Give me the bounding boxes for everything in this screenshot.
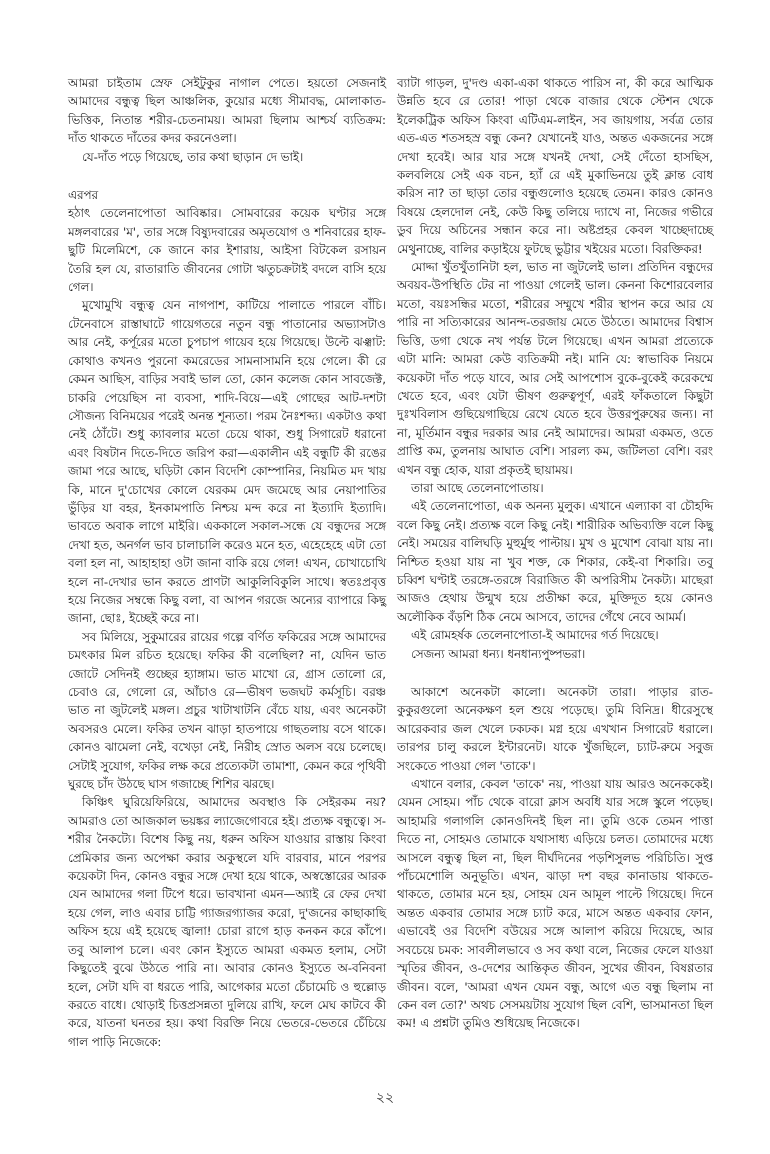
paragraph: যে-দাঁত পড়ে গিয়েছে, তার কথা ছাড়ান দে ভাই। [82,149,304,164]
paragraph: এই তেলেনাপোতা, এক অনন্য মুলুক। এখানে এল্যাকা বা চৌহদ্দি বলে কিছু নেই। প্রত্যক্ষ বলে কিছু নেই। শারীরিক অভিব্যক্তি বলে কিছু নেই। সময়ের বালিঘড়ি মুহুর্মুহু পাল্টায়। মুখ ও মুখোশ বোঝা যায় না। নিশ্চিত হওয়া যায় না খুব শক্ত, কে শিকার, কেই-বা শিকারি। তবু চব্বিশ ঘণ্টাই তরঙ্গে-তরঙ্গে বিরাজিত কী অপরিসীম নৈকট্য। মাছেরা আজও হেথায় উন্মুখ হয়ে প্রতীক্ষা করে, মুক্তিদূত হয়ে কোনও অলৌকিক বঁড়শি ঠিক নেমে আসবে, তাদের গেঁথে নেবে আমর্ম। [397,499,713,624]
paragraph: আমরা চাইতাম স্রেফ সেইটুকুর নাগাল পেতে। হয়তো সেজনাই আমাদের বন্ধুত্ব ছিল আঞ্চলিক, কুয়োর মধ্যে সীমাবদ্ধ, মোলাকাত-ভিত্তিক, নিতান্ত শরীর-চেতনাময়। আমরা ছিলাম আশ্চর্য ব্যতিক্রম: দাঁত থাকতে দাঁতের কদর করনেওলা। [68,76,386,146]
paragraph: সব মিলিয়ে, সুকুমারের রায়ের গল্পে বর্ণিত ফকিরের সঙ্গে আমাদের চমৎকার মিল রচিত হয়েছে। ফকির কী বলেছিল? না, যেদিন ভাত জোটে সেদিনই গুচ্ছের হ্যাঙ্গাম। ভাত মাখো রে, গ্রাস তোলো রে, চেবাও রে, গেলো রে, আঁচাও রে—ভীষণ ভজঘট কর্মসূচি। বরঞ্চ ভাত না জুটলেই মঙ্গল। প্রচুর খাটাখাটনি বেঁচে যায়, এবং অনেকটা অবসরও মেলে। ফকির তখন ঝাড়া হাতপায়ে গাছতলায় বসে থাকে। কোনও ঝামেলা নেই, বখেড়া নেই, নিরীহ স্রোত অলস বয়ে চলেছে। সেটাই সুযোগ, ফকির লক্ষ করে প্রত্যেকটা তামাশা, কেমন করে পৃথিবী ঘুরছে চাঁদ উঠছে ঘাস গজাচ্ছে শিশির ঝরছে। [68,629,386,792]
left-text-column [68,74,386,1051]
paragraph: মোদ্দা খুঁতখুঁতানিটা হল, ভাত না জুটলেই ভাল। প্রতিদিন বন্ধুদের অবয়ব-উপস্থিতি টের না পাওয়া গেলেই ভাল। কেননা কিশোরবেলার মতো, বয়ঃসন্ধির মতো, শরীরের সম্মুখে শরীর স্থাপন করে আর যে পারি না সত্যিকারের আনন্দ-তরজায় মেতে উঠতে। আমাদের বিশ্বাস ভিত্তি, ডগা থেকে নখ পর্যন্ত টলে গিয়েছে। এখন আমরা প্রত্যেকে এটা মানি: আমরা কেউ ব্যতিক্রমী নই। মানি যে: স্বাভাবিক নিয়মে কয়েকটা দাঁত পড়ে যাবে, আর সেই আপশোস বুকে-বুকেই করেকম্মে খেতে হবে, এবং যেটা ভীষণ গুরুত্বপূর্ণ, এরই ফাঁকতালে কিছুটা দুঃখবিলাস গুছিয়েগাছিয়ে রেখে যেতে হবে উত্তরপুরুষের জন্য। না না, মূর্তিমান বন্ধুর দরকার আর নেই আমাদের। আমরা একমত, ওতে প্রাপ্তি কম, তুলনায় আঘাত বেশি। সারল্য কম, জটিলতা বেশি। বরং এখন বন্ধু হোক, যারা প্রকৃতই ছায়াময়। [397,260,713,477]
paragraph: এরপর [68,188,98,203]
right-text-column [397,74,713,1033]
paragraph: এই রোমহর্ষক তেলেনাপোতা-ই আমাদের গর্ত দিয়েছে। [411,628,659,643]
paragraph: ব্যাটা গাড়ল, দু'দণ্ড একা-একা থাকতে পারিস না, কী করে আত্মিক উন্নতি হবে রে তোর! পাড়া থেকে বাজার থেকে স্টেশন থেকে ইলেকট্রিক অফিস কিংবা এটিএম-লাইন, সব জায়গায়, সর্বত্র তোর এত-এত শতসহস্র বন্ধু কেন? যেখানেই যাও, অন্তত একজনের সঙ্গে দেখা হবেই। আর যার সঙ্গে যখনই দেখা, সেই দেঁতো হাসছিস, কলবলিয়ে সেই এক বচন, হ্যাঁ রে এই মুকাভিনয়ে তুই ক্লান্ত বোধ করিস না? তা ছাড়া তোর বন্ধুগুলোও হয়েছে তেমন। কারও কোনও বিষয়ে হেলদোল নেই, কেউ কিছু তলিয়ে দ্যাখে না, নিজের গভীরে ডুব দিয়ে অচিনের সন্ধান করে না। অষ্টপ্রহর কেবল খাচ্ছেদাচ্ছে মেথুনাচ্ছে, বালির কড়াইয়ে ফুটছে ভুট্টার খইয়ের মতো। বিরক্তিকর! [397,76,713,256]
paragraph: হঠাৎ তেলেনাপোতা আবিষ্কার। সোমবারের কয়েক ঘণ্টার সঙ্গে মঙ্গলবারের 'ম', তার সঙ্গে বিষ্যুদবারের অমৃতযোগ ও শনিবারের হাফ-ছুটি মিলেমিশে, কে জানে কার ইশারায়, আইসা বিটকেল রসায়ন তৈরি হল যে, রাতারাতি জীবনের গোটা ঋতুচক্রটাই বদলে বাসি হয়ে গেল। [68,206,386,295]
page-number: ২২ [375,1090,395,1106]
paragraph: এখানে বলার, কেবল 'তাকে' নয়, পাওয়া যায় আরও অনেককেই। যেমন সোহম। পাঁচ থেকে বারো ক্লাস অবধি যার সঙ্গে স্কুলে পড়েছ। আহামরি গলাগলি কোনওদিনই ছিল না। তুমি ওকে তেমন পাত্তা দিতে না, সোহমও তোমাকে যথাসাধ্য এড়িয়ে চলত। তোমাদের মধ্যে আসলে বন্ধুত্ব ছিল না, ছিল দীর্ঘদিনের পড়শিসুলভ পরিচিতি। সুপ্ত পাঁচমেশোলি অনুভূতি। এখন, ঝাড়া দশ বছর কানাডায় থাকতে-থাকতে, তোমার মনে হয়, সোহম যেন আমূল পাল্টে গিয়েছে। দিনে অন্তত একবার তোমার সঙ্গে চ্যাট করে, মাসে অন্তত একবার ফোন, এভাবেই ওর বিদেশি বউয়ের সঙ্গে আলাপ করিয়ে দিয়েছে, আর সবচেয়ে চমক: সাবলীলভাবে ও সব কথা বলে, নিজের ফেলে যাওয়া স্মৃতির জীবন, ও-দেশের আন্তিকৃত জীবন, সুখের জীবন, বিষণ্ণতার জীবন। বলে, 'আমরা এখন যেমন বন্ধু, আগে এত বন্ধু ছিলাম না কেন বল তো?' অথচ সেসময়টায় সুযোগ ছিল বেশি, ভাসমানতা ছিল কম! এ প্রশ্নটা তুমিও শুধিয়েছ নিজেকে। [397,777,713,1031]
paragraph: সেজন্য আমরা ধন্য। ধনধান্যপুষ্পভরা। [411,646,586,661]
section-break [397,663,713,683]
paragraph: কিঞ্চিৎ ঘুরিয়েফিরিয়ে, আমাদের অবস্থাও কি সেইরকম নয়? আমরাও তো আজকাল ভয়ঙ্কর ল্যাজেগোবরে হই। প্রত্যক্ষ বন্ধুত্বে। স-শরীর নৈকট্যে। বিশেষ কিছু নয়, ধরুন অফিস যাওয়ার রাস্তায় কিংবা প্রেমিকার জন্য অপেক্ষা করার অকুস্থলে যদি বারবার, মানে পরপর কয়েকটা দিন, কোনও বন্ধুর সঙ্গে দেখা হয়ে থাকে, অস্বস্তোরের আরক যেন আমাদের গলা টিপে ধরে। ভাবখানা এমন—অ্যাই রে ফের দেখা হয়ে গেল, লাও এবার চাট্টি গ্যাজরগ্যাজর করো, দু'জনের কাছাকাছি অফিস হয়ে এই হয়েছে জ্বালা! চোরা রাগে হাড় কনকন করে কাঁপে। তবু আলাপ চলে। এবং কোন ইস্যুতে আমরা একমত হলাম, সেটা কিছুতেই বুঝে উঠতে পারি না। আবার কোনও ইস্যুতে অ-বনিবনা হলে, সেটা যদি বা ধরতে পারি, আগেকার মতো চেঁচামেচি ও হুল্লোড় করতে বাধে। থোড়াই চিত্তপ্রসন্নতা দুলিয়ে রাখি, ফলে মেঘ কাটবে কী করে, যাতনা ঘনতর হয়। কথা বিরক্তি নিয়ে ভেতরে-ভেতরে চেঁচিয়ে গাল পাড়ি নিজেকে: [68,795,386,1049]
paragraph: তারা আছে তেলেনাপোতায়। [411,480,544,495]
paragraph: মুখোমুখি বন্ধুত্ব যেন নাগপাশ, কাটিয়ে পালাতে পারলে বাঁচি। টেনেবাসে রাস্তাঘাটে গায়েগতরে নতুন বন্ধু পাতানোর অভ্যাসটাও আর নেই, কর্পূরের মতো চুপচাপ গায়েব হয়ে গিয়েছে। উল্টে ঝঞ্ঝাট: কোথাও কখনও পুরনো কমরেডের সামনাসামনি হয়ে গেলে। কী রে কেমন আছিস, বাড়ির সবাই ভাল তো, কোন কলেজ কোন সাবজেক্ট, চাকরি পেয়েছিস না ব্যবসা, শাদি-বিয়ে—এই গোছের আট-দশটা সৌজন্য বিনিময়ের পরেই অনন্ত শূন্যতা। পরম নৈঃশব্দ্য। একটাও কথা নেই ঠোঁটে। শুধু ক্যাবলার মতো চেয়ে থাকা, শুধু সিগারেট ধরানো এবং বিষটান দিতে-দিতে জরিপ করা—একালীন এই বন্ধুটি কী রঙের জামা পরে আছে, ঘড়িটা কোন বিদেশি কোম্পানির, নিয়মিত মদ খায় কি, মানে দু'চোখের কোলে যেরকম মেদ জমেছে আর নেয়াপাতির ভুঁড়ির যা বহর, ইনকামপাতি নিশ্চয় মন্দ করে না ইত্যাদি ইত্যাদি। ভাবতে অবাক লাগে মাইরি। এককালে সকাল-সন্ধে যে বন্ধুদের সঙ্গে দেখা হত, অনর্গল ভাব চালাচালি করেও মনে হত, এহেহেহে এটা তো বলা হল না, আহাহাহা ওটা জানা বাকি রয়ে গেল! এখন, চোখাচোখি হলে না-দেখার ভান করতে প্রাণটা আকুলিবিকুলি সাথে। স্বতঃপ্রবৃত্ত হয়ে নিজের সম্বন্ধে কিছু বলা, বা আপন গরজে অন্যের ব্যাপারে কিছু জানা, ছোঃ, ইচ্ছেই করে না। [68,298,386,626]
paragraph: আকাশে অনেকটা কালো। অনেকটা তারা। পাড়ার রাত-কুকুরগুলো অনেকক্ষণ হল শুয়ে পড়েছে। তুমি বিনিদ্র। ধীরেসুস্থে আরেকবার জল খেলে ঢকঢক। মগ্ন হয়ে এখখান সিগারেট ধরালে। তারপর চালু করলে ইন্টারনেট। যাকে খুঁজছিলে, চ্যাট-রুমে সবুজ সংকেতে পাওয়া গেল 'তাকে'। [397,685,713,773]
section-break [68,166,386,186]
